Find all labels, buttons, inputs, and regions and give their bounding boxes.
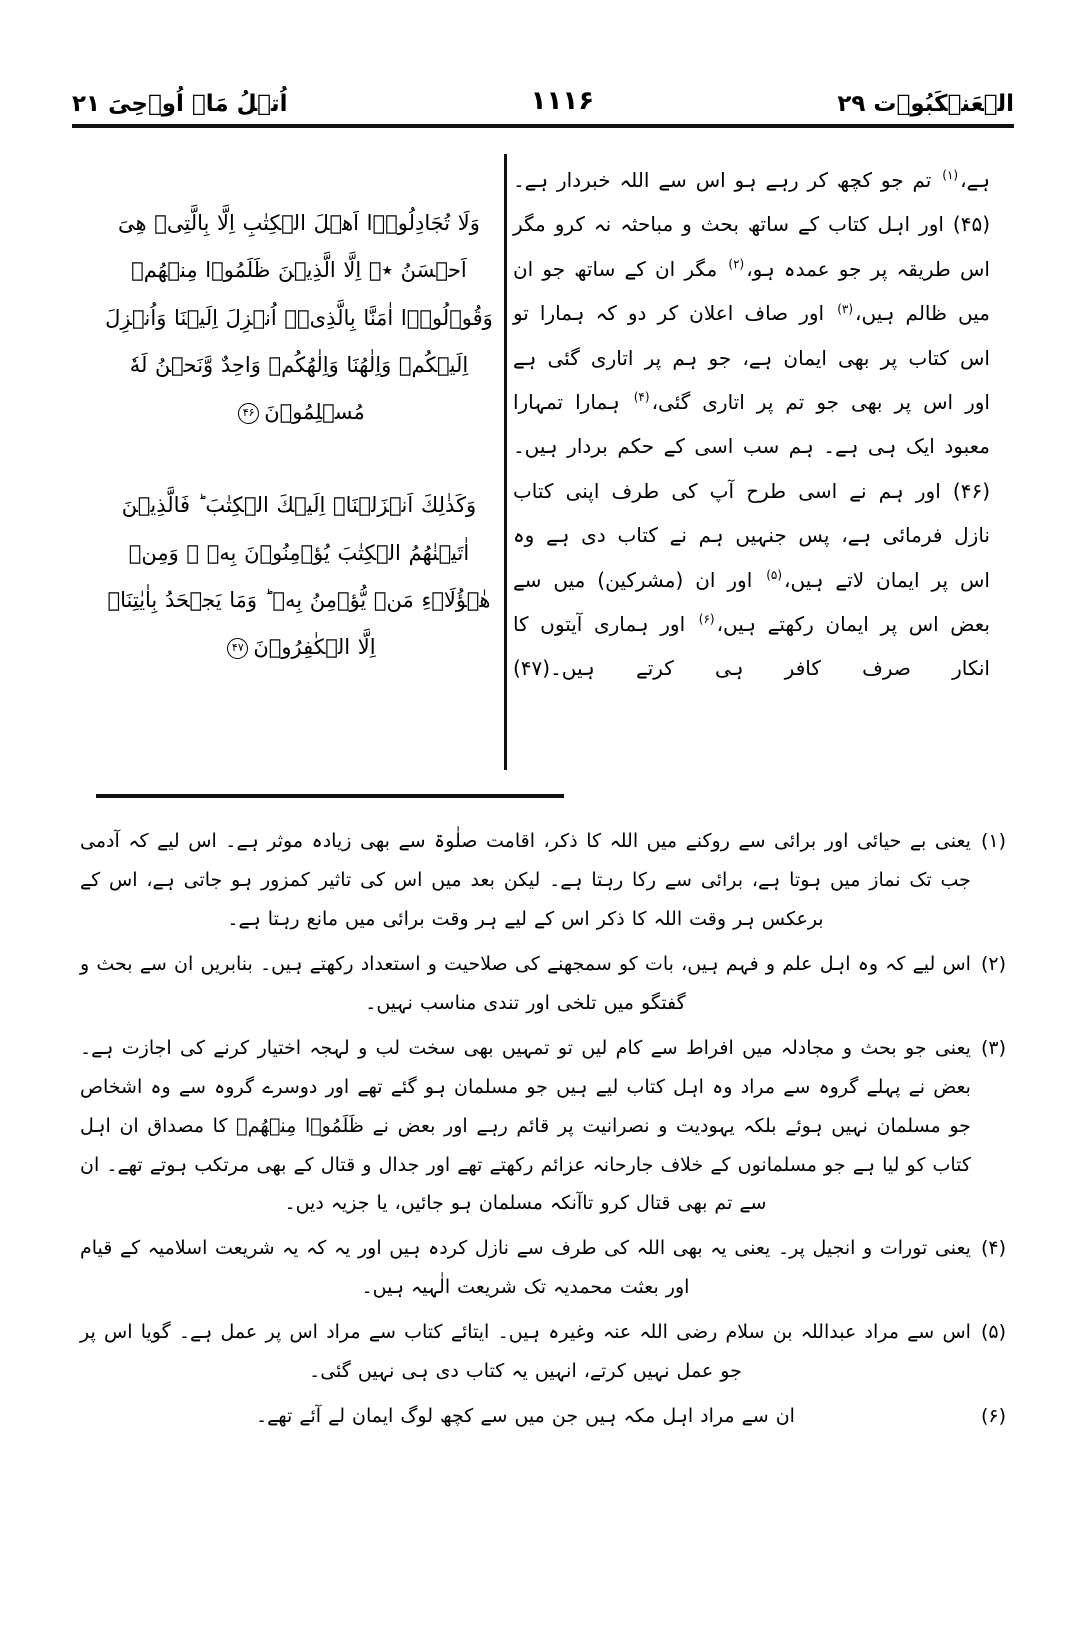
footnote-marker: (۶): [980, 1405, 1006, 1428]
column-divider: [504, 154, 507, 770]
header-surah-name: الۡعَنۡکَبُوۡت ۲۹: [837, 91, 1014, 117]
footnote-text: یعنی تورات و انجیل پر۔ یعنی یہ بھی اللہ کی طرف سے نازل کردہ ہیں اور یہ کہ یہ شریعت اسلامیہ کے قیام اور بعثت محمدیہ تک شریعت الٰہیہ ہیں۔: [80, 1237, 971, 1299]
footnotes-section: [80, 822, 1006, 1442]
footnote-text: اس لیے کہ وہ اہل علم و فہم ہیں، بات کو سمجھنے کی صلاحیت و استعداد رکھتے ہیں۔ بنابریں ان سے بحث و گفتگو میں تلخی اور تندی مناسب نہیں۔: [80, 952, 971, 1014]
footnote-ref-6[interactable]: (۶): [698, 612, 715, 627]
footnote-item: [80, 822, 1006, 939]
ayah-block: [98, 482, 500, 671]
footnote-ref-1[interactable]: (۱): [942, 168, 959, 183]
arabic-ayah-column: [72, 146, 504, 776]
footnote-ref-5[interactable]: (۵): [766, 567, 783, 582]
urdu-segment: ہمارا تمہارا معبود ایک ہی ہے۔ ہم سب اسی کے حکم بردار ہیں۔(۴۶) اور ہم نے اسی طرح آپ کی طرف اپنی کتاب نازل فرمائی ہے، پس جنہیں ہم نے کتاب دی ہے وہ اس پر ایمان لاتے ہیں،: [512, 389, 990, 592]
urdu-segment: اور صاف اعلان کر دو کہ ہمارا تو اس کتاب پر بھی ایمان ہے، جو ہم پر اتاری گئی ہے اور اس پر بھی جو تم پر اتاری گئی،: [512, 301, 990, 414]
page-header: [72, 62, 1014, 116]
footnote-marker: (۱): [980, 830, 1006, 852]
urdu-segment: ہے،: [960, 168, 990, 192]
urdu-segment: اور ہماری آیتوں کا انکار صرف کافر ہی کرتے ہیں۔(۴۷): [512, 611, 990, 681]
urdu-segment: مگر ان کے ساتھ جو ان میں ظالم ہیں،: [512, 256, 990, 326]
ayah-text: وَلَا تُجَادِلُوۡۤا اَهۡلَ الۡكِتٰبِ اِلَّا بِالَّتِىۡ هِىَ اَحۡسَنُ ٭ۖ اِلَّا الَّذِيۡنَ ظَلَمُوۡا مِنۡهُمۡ وَقُوۡلُوۡۤا اٰمَنَّا بِالَّذِىۡۤ اُنۡزِلَ اِلَيۡنَا وَاُنۡزِلَ اِلَيۡكُمۡ وَاِلٰهُنَا وَاِلٰهُكُمۡ وَاحِدٌ وَّنَحۡنُ لَهٗ مُسۡلِمُوۡنَ: [105, 211, 493, 424]
page-number: ۱۱۱۶: [530, 86, 595, 116]
ayah-number-badge: ۴۶: [238, 403, 259, 424]
footnote-item: [80, 1313, 1006, 1391]
footnote-marker: (۲): [980, 952, 1006, 975]
footnote-marker: (۳): [980, 1036, 1006, 1059]
ayah-block: [98, 200, 500, 436]
footnote-ref-4[interactable]: (۴): [633, 390, 650, 405]
footnote-item: [80, 1229, 1006, 1307]
footnote-text: ان سے مراد اہل مکہ ہیں جن میں سے کچھ لوگ ایمان لے آئے تھے۔: [255, 1405, 795, 1428]
footnote-text: اس سے مراد عبداللہ بن سلام رضی اللہ عنہ وغیرہ ہیں۔ ایتائے کتاب سے مراد اس پر عمل ہے۔ گویا اس پر جو عمل نہیں کرتے، انہیں یہ کتاب دی ہی نہیں گئی۔: [80, 1321, 971, 1383]
scripture-columns: [72, 146, 1014, 776]
footnote-text: یعنی بے حیائی اور برائی سے روکنے میں اللہ کا ذکر، اقامت صلٰوۃ سے بھی زیادہ موثر ہے۔ اس لیے کہ آدمی جب تک نماز میں ہوتا ہے، برائی سے رکا رہتا ہے۔ لیکن بعد میں اس کی تاثیر کمزور ہو جاتی ہے، اس کے برعکس ہر وقت اللہ کا ذکر اس کے لیے ہر وقت برائی میں مانع رہتا ہے۔: [80, 830, 971, 930]
urdu-segment: اور ان (مشرکین) میں سے بعض اس پر ایمان رکھتے ہیں،: [512, 567, 990, 636]
urdu-segment: تم جو کچھ کر رہے ہو اس سے اللہ خبردار ہے۔(۴۵) اور اہل کتاب کے ساتھ بحث و مباحثہ نہ کرو مگر اس طریقہ پر جو عمدہ ہو،: [512, 168, 990, 281]
ayah-number-badge: ۴۷: [227, 638, 248, 659]
footnote-ref-2[interactable]: (۲): [728, 257, 745, 272]
footnote-item: [80, 1397, 1006, 1436]
ayah-text: وَكَذٰلِكَ اَنۡزَلۡنَاۤ اِلَيۡكَ الۡكِتٰبَ ؕ فَالَّذِيۡنَ اٰتَيۡنٰهُمُ الۡكِتٰبَ يُؤۡمِنُوۡنَ بِهٖ ۚ وَمِنۡ هٰۤؤُلَاۤءِ مَنۡ يُّؤۡمِنُ بِهٖ ؕ وَمَا يَجۡحَدُ بِاٰيٰتِنَاۤ اِلَّا الۡكٰفِرُوۡنَ: [107, 493, 491, 659]
footnote-item: [80, 1029, 1006, 1224]
header-divider-rule: [72, 124, 1014, 128]
footnote-marker: (۴): [980, 1237, 1006, 1260]
header-para-name: اُتۡلُ مَاۤ اُوۡحِیَ ۲۱: [72, 91, 288, 117]
footnote-divider-rule: [96, 794, 564, 798]
footnote-text: یعنی جو بحث و مجادلہ میں افراط سے کام لیں تو تمہیں بھی سخت لب و لہجہ اختیار کرنے کی اجازت ہے۔ بعض نے پہلے گروہ سے مراد وہ اہل کتاب لیے ہیں جو مسلمان ہو گئے تھے اور دوسرے گروہ سے وہ اشخاص جو مسلمان نہیں ہوئے بلکہ یہودیت و نصرانیت پر قائم رہے اور بعض نے ظَلَمُوۡا مِنۡهُمۡ کا مصداق ان اہل کتاب کو لیا ہے جو مسلمانوں کے خلاف جارحانہ عزائم رکھتے تھے اور جدال و قتال کے بھی مرتکب ہوتے تھے۔ ان سے تم بھی قتال کرو تاآنکہ مسلمان ہو جائیں، یا جزیہ دیں۔: [80, 1036, 971, 1215]
footnote-item: [80, 945, 1006, 1023]
urdu-translation-text: [513, 158, 990, 691]
urdu-translation-column: [507, 146, 1014, 776]
footnote-ref-3[interactable]: (۳): [837, 301, 854, 316]
footnote-marker: (۵): [980, 1321, 1006, 1344]
